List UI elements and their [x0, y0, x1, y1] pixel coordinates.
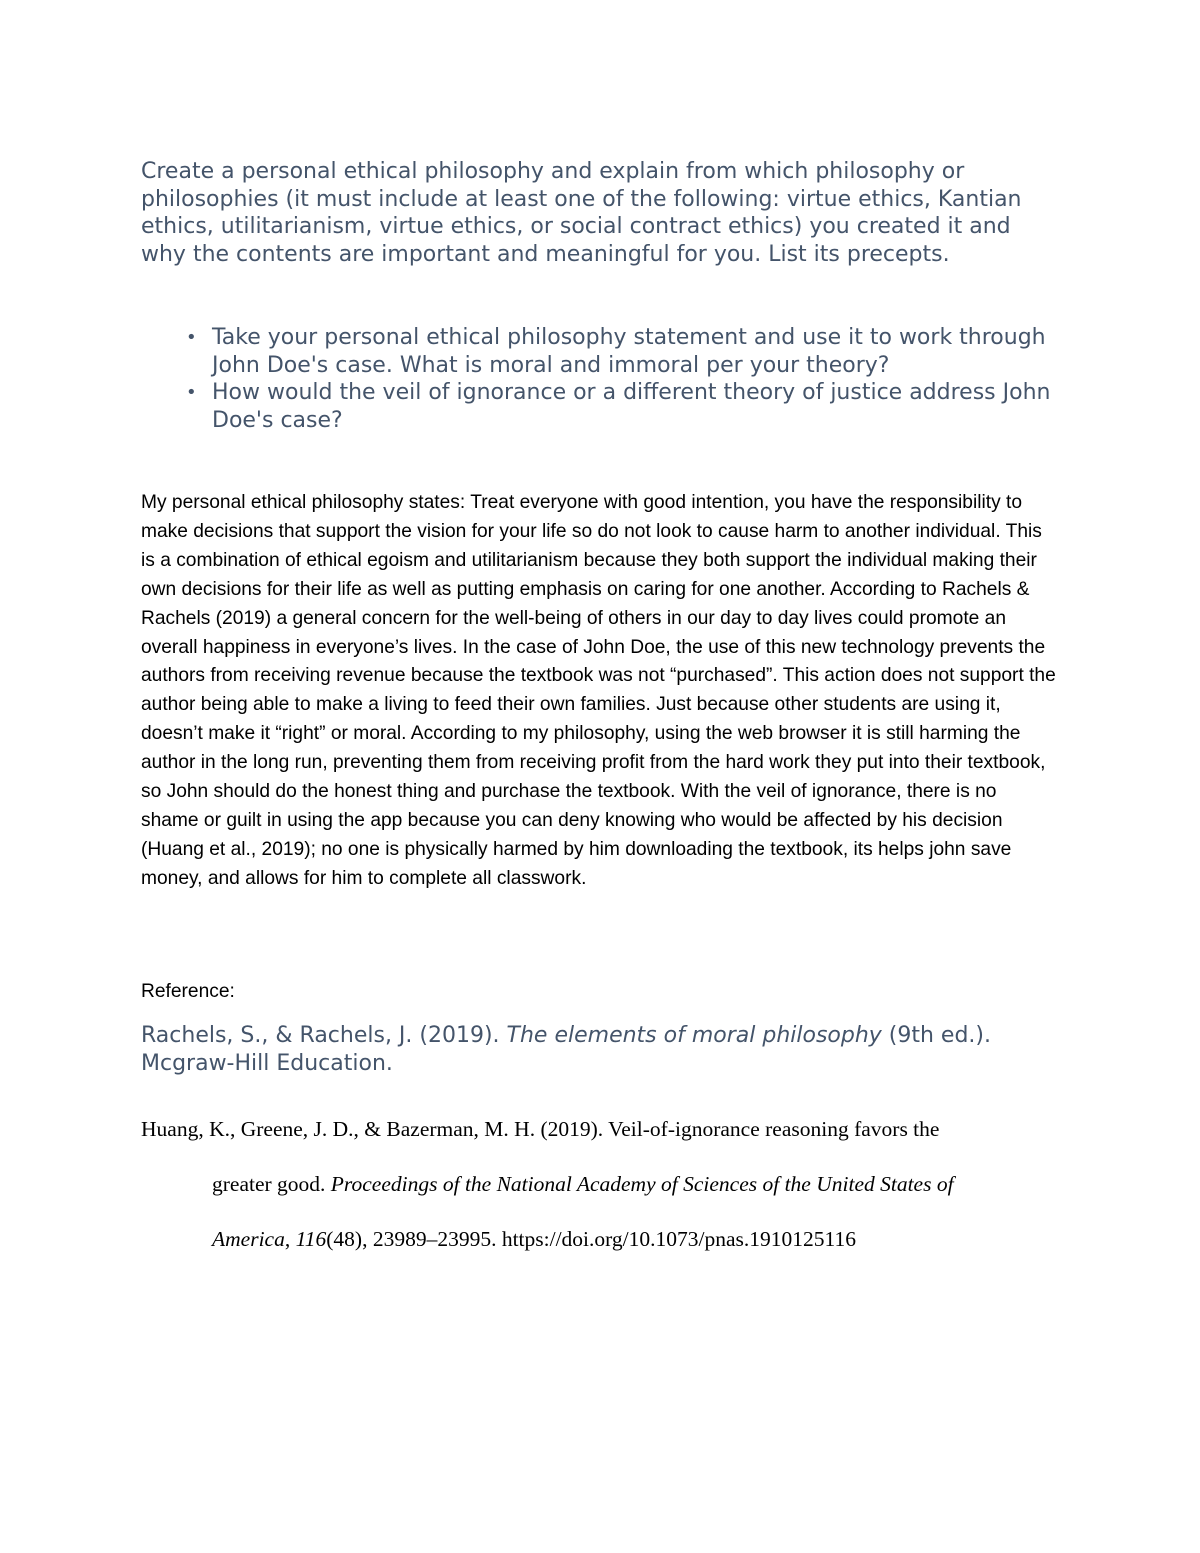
reference-publisher: (9th ed.). Mcgraw-Hill Education. [141, 1023, 992, 1076]
reference-line [141, 1157, 1041, 1212]
reference-volume: 116 [295, 1227, 327, 1251]
list-item [184, 324, 1064, 379]
list-item [184, 379, 1064, 434]
answer-paragraph: My personal ethical philosophy states: Treat everyone with good intention, you have the responsibility to make decisions that support the vision for your life so do not look to cause harm to another individual. This is a combination of ethical egoism and utilitarianism because they both support the individual making their own decisions for their life as well as putting emphasis on caring for one another. According to Rachels & Rachels (2019) a general concern for the well-being of others in our day to day lives could promote an overall happiness in everyone’s lives. In the case of John Doe, the use of this new technology prevents the authors from receiving revenue because the textbook was not “purchased”. This action does not support the author being able to make a living to feed their own families. Just because other students are using it, doesn’t make it “right” or moral. According to my philosophy, using the web browser it is still harming the author in the long run, preventing them from receiving profit from the hard work they put into their textbook, so John should do the honest thing and purchase the textbook. With the veil of ignorance, there is no shame or guilt in using the app because you can deny knowing who would be affected by his decision (Huang et al., 2019); no one is physically harmed by him downloading the textbook, its helps john save money, and allows for him to complete all classwork. [141, 492, 1056, 889]
reference-authors: Rachels, S., & Rachels, J. (2019). [141, 1023, 507, 1048]
reference-text: greater good. [212, 1172, 331, 1196]
reference-journal: Proceedings of the National Academy of Sciences of the United States of [330, 1172, 954, 1196]
reference-text: (48), 23989–23995. https://doi.org/10.1073/pnas.1910125116 [326, 1227, 856, 1251]
assignment-prompt: Create a personal ethical philosophy and explain from which philosophy or philosophies (it must include at least one of the following: virtue ethics, Kantian ethics, utilitarianism, virtue ethics, or social contract ethics) you created it and why the contents are important and meaningful for you. List its precepts. [141, 159, 1022, 267]
bullet-text: How would the veil of ignorance or a different theory of justice address John Doe's case? [212, 380, 1051, 433]
reference-line: Huang, K., Greene, J. D., & Bazerman, M. H. (2019). Veil-of-ignorance reasoning favors the [141, 1117, 940, 1141]
reference-journal: America [212, 1227, 285, 1251]
reference-huang [141, 1102, 1041, 1267]
reference-title: The elements of moral philosophy [506, 1023, 882, 1048]
reference-line [141, 1212, 1041, 1267]
bullet-icon: • [186, 327, 197, 348]
reference-heading: Reference: [141, 981, 235, 1002]
bullet-text: Take your personal ethical philosophy statement and use it to work through John Doe's case. What is moral and immoral per your theory? [212, 325, 1046, 378]
prompt-bullet-list [184, 324, 1064, 434]
reference-rachels [141, 1022, 1081, 1077]
bullet-icon: • [186, 382, 197, 403]
reference-text: , [284, 1227, 296, 1251]
